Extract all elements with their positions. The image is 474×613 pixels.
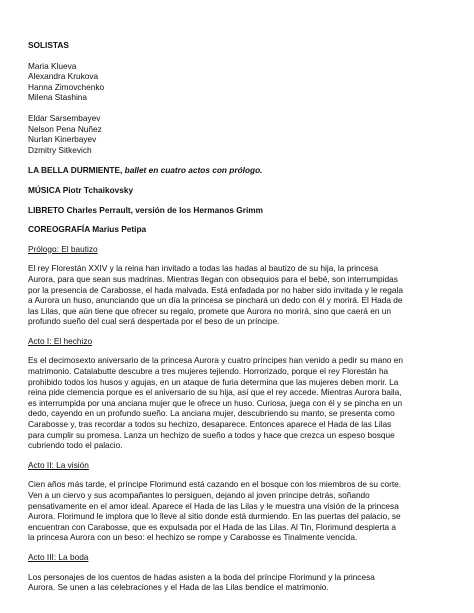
choreography-credit: COREOGRAFÍA Marius Petipa: [28, 224, 147, 235]
text-line: es interrumpida por una anciana mujer que le ofrece un huso. Curiosa, juega con él y se pincha en un: [28, 397, 403, 408]
text-line: la princesa Aurora con un beso: el hechizo se rompe y Carabosse es Tinalmente vencida.: [28, 532, 358, 543]
text-line: encuentran con Carabosse, que es expulsada por el Hada de las Lilas. Al Tin, Florimund despierta a: [28, 521, 397, 532]
section-text-act-1: [28, 355, 453, 450]
soloist-name: Milena Stashina: [28, 92, 88, 103]
spacer: [28, 470, 453, 479]
text-line: dedo, cayendo en un profundo sueño. La anciana mujer, descubriendo su manto, se presenta como: [28, 408, 395, 419]
text-line: Aurora. Florimund le implora que lo lleve al sitio donde está durmiendo. En las puertas del palacio, se: [28, 511, 401, 522]
text-line: reina pide clemencia porque es el aniversario de su hija, así que el rey accede. Mientras Aurora baila,: [28, 387, 402, 398]
text-line: Cien años más tarde, el príncipe Florimund está cazando en el bosque con los miembros de su corte.: [28, 479, 402, 490]
text-line: Los personajes de los cuentos de hadas asisten a la boda del príncipe Florimund y la princesa: [28, 571, 375, 582]
text-line: Es el decimosexto aniversario de la princesa Aurora y cuatro príncipes han venido a pedir su mano en: [28, 355, 403, 366]
spacer: [28, 254, 453, 263]
soloist-name: Dzmitry Sitkevich: [28, 144, 92, 155]
spacer: [28, 103, 453, 113]
document-page: [28, 40, 453, 593]
spacer: [28, 51, 453, 61]
soloist-name: Alexandra Krukova: [28, 71, 99, 82]
text-line: matrimonio. Catalabutte descubre a tres mujeres tejiendo. Horrorizado, porque el rey Florestán ha: [28, 366, 389, 377]
soloist-name: Nurlan Kinerbayev: [28, 134, 97, 145]
soloist-name: Eldar Sarsembayev: [28, 112, 101, 123]
spacer: [28, 215, 453, 224]
soloist-group-1: [28, 61, 453, 103]
solistas-heading: SOLISTAS: [28, 40, 69, 50]
spacer: [28, 563, 453, 572]
text-line: para cumplir su promesa. Lanza un hechizo de sueño a todos y hace que crezca un espeso bosque: [28, 429, 395, 440]
spacer: [28, 196, 453, 205]
spacer: [28, 543, 453, 552]
section-heading-prologue: Prólogo: El bautizo: [28, 243, 98, 254]
section-text-act-2: [28, 479, 453, 543]
section-text-act-3: [28, 572, 453, 593]
section-text-prologue: [28, 263, 453, 327]
text-line: Aurora. Se unen a las celebraciones y el Hada de las Lilas bendice el matrimonio.: [28, 582, 329, 593]
spacer: [28, 451, 453, 460]
text-line: prohibido todos los husos y agujas, en un ataque de furia determina que las mujeres deben morir. La: [28, 376, 399, 387]
text-line: El rey Florestán XXIV y la reina han invitado a todas las hadas al bautizo de su hija, la princesa: [28, 263, 379, 274]
spacer: [28, 235, 453, 244]
text-line: cubriendo todo el palacio.: [28, 440, 123, 451]
soloist-name: Hanna Zimovchenko: [28, 81, 105, 92]
spacer: [28, 346, 453, 355]
text-line: pensativamente en el amor ideal. Aparece el Hada de las Lilas y le muestra una visión de la princesa: [28, 500, 399, 511]
text-line: profundo sueño del cual será despertada por el beso de un príncipe.: [28, 316, 280, 327]
text-line: las Lilas, que aún tiene que ofrecer su regalo, promete que Aurora no morirá, sino que caerá en un: [28, 305, 391, 316]
soloist-group-2: [28, 113, 453, 155]
music-credit: MÚSICA Piotr Tchaikovsky: [28, 184, 134, 195]
ballet-title: [28, 165, 453, 176]
text-line: Ven a un ciervo y sus acompañantes lo persiguen, dejando al joven príncipe detrás, soñando: [28, 490, 370, 500]
libretto-credit: LIBRETO Charles Perrault, versión de los Hermanos Grimm: [28, 204, 263, 215]
ballet-title-sub: ballet en cuatro actos con prólogo.: [122, 165, 263, 176]
section-heading-act-3: Acto III: La boda: [28, 551, 89, 562]
soloist-name: Maria Klueva: [28, 60, 77, 71]
spacer: [28, 327, 453, 336]
ballet-title-main: LA BELLA DURMIENTE,: [28, 165, 123, 176]
text-line: a Aurora un huso, anunciando que un día la princesa se pinchará un dedo con él y morirá. El Hada de: [28, 295, 403, 306]
spacer: [28, 155, 453, 165]
text-line: por la presencia de Carabosse, el hada malvada. Está enfadada por no haber sido invitada y le regala: [28, 284, 403, 295]
section-heading-act-2: Acto II: La visión: [28, 459, 89, 470]
section-heading-act-1: Acto I: El hechizo: [28, 335, 93, 346]
text-line: Aurora, para que sean sus madrinas. Mientras llegan con obsequios para el bebé, son interrumpidas: [28, 273, 398, 284]
spacer: [28, 176, 453, 185]
soloist-name: Nelson Pena Nuñez: [28, 123, 102, 134]
text-line: Carabosse y, tras recordar a todos su hechizo, desaparece. Entonces aparece el Hada de las Lilas: [28, 419, 392, 430]
